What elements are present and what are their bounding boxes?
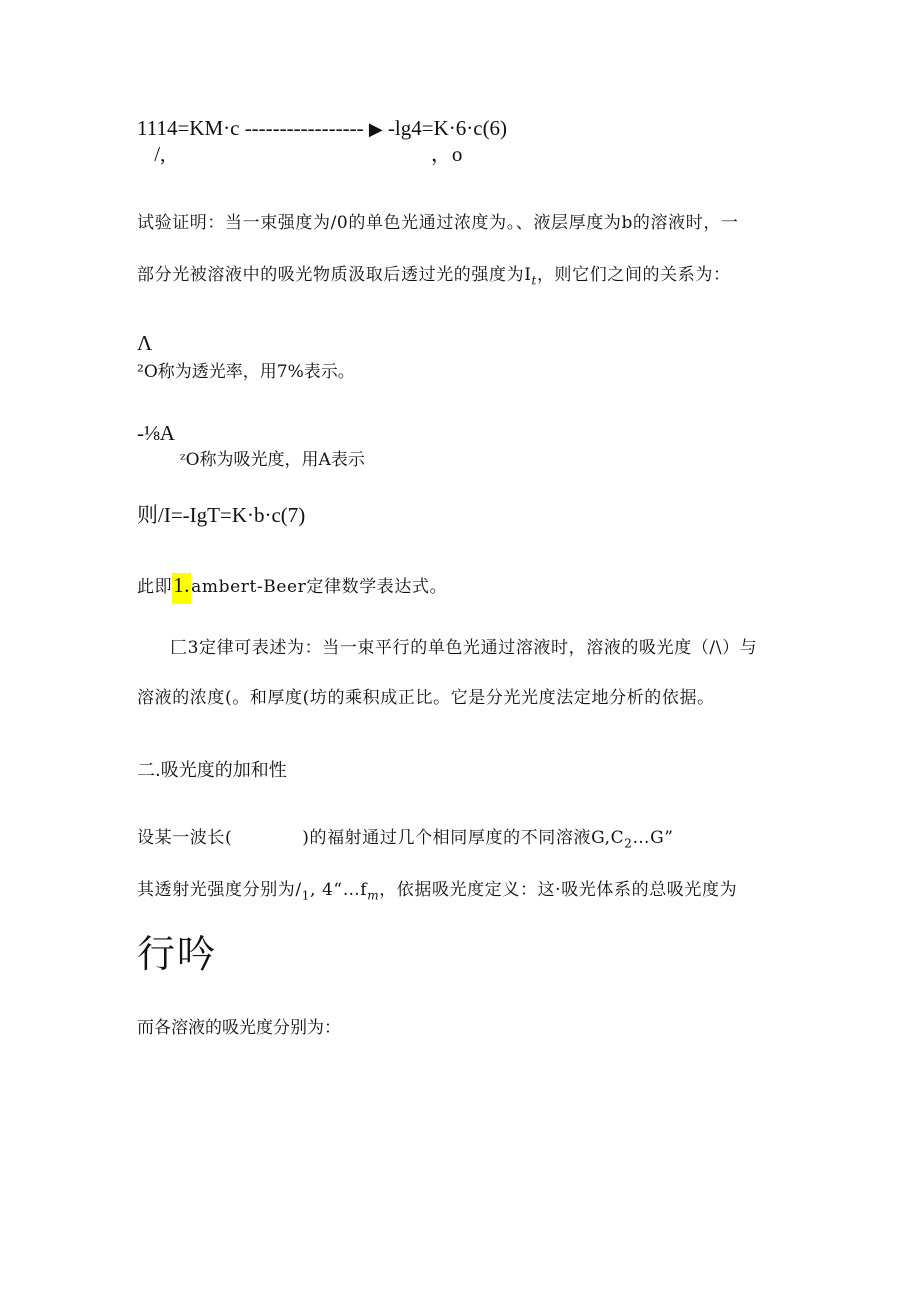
paragraph-2-line-1: 匚3定律可表述为：当一束平行的单色光通过溶液时，溶液的吸光度（/\）与	[170, 638, 758, 658]
formula-7: 则/I=-IgT=K·b·c(7)	[137, 503, 306, 527]
lambda-symbol: Λ	[137, 331, 153, 355]
highlighted-text: 1.	[172, 573, 191, 604]
paragraph-1-line-1: 试验证明：当一束强度为/0的单色光通过浓度为。、液层厚度为b的溶液时，一	[137, 213, 739, 233]
paragraph-5: 而各溶液的吸光度分别为：	[137, 1018, 341, 1038]
paragraph-4	[137, 882, 737, 901]
equation-line-2-left: /,	[154, 142, 166, 166]
lambert-beer-rest: ambert-Beer定律数学表达式。	[191, 577, 448, 597]
equation-line-2-right: ，o	[430, 142, 463, 166]
paragraph-4-sub: 1	[301, 888, 310, 903]
paragraph-4-sub2: m	[367, 888, 380, 903]
paragraph-1-line-2-b: ，则它们之间的关系为：	[536, 265, 731, 285]
section-heading: 二.吸光度的加和性	[137, 760, 287, 781]
paragraph-3-c: …G”	[632, 828, 674, 848]
equation-right: -lg4=K·6·c(6)	[387, 116, 508, 140]
paragraph-3-sub: 2	[624, 836, 633, 851]
paragraph-3-a: 设某一波长(	[137, 828, 233, 848]
lambert-beer-line	[137, 573, 447, 604]
paragraph-1-line-2-a: 部分光被溶液中的吸光物质汲取后透过光的强度为I	[137, 265, 532, 285]
paragraph-4-a: 其透射光强度分别为/	[137, 880, 302, 900]
lambert-beer-prefix: 此即	[137, 577, 173, 597]
paragraph-4-c: ，依据吸光度定义：这·吸光体系的总吸光度为	[379, 880, 738, 900]
equation-line-1	[137, 118, 507, 139]
transmittance-line: ²O称为透光率，用7%表示。	[137, 362, 355, 382]
paragraph-4-b: , 4“…f	[309, 880, 368, 900]
paragraph-3-b: )的福射通过几个相同厚度的不同溶液G,C	[302, 828, 625, 848]
equation-left: 1114=KM·c	[137, 116, 240, 140]
absorbance-prefix: -⅛A	[137, 421, 175, 445]
paragraph-3	[137, 830, 674, 849]
large-characters: 行吟	[137, 932, 218, 976]
paragraph-1-line-2-sub: t	[531, 273, 537, 288]
equation-line-2	[137, 144, 462, 165]
paragraph-2-line-2: 溶液的浓度(。和厚度(坊的乘积成正比。它是分光光度法定地分析的依据。	[137, 688, 715, 708]
absorbance-line: ᶻO称为吸光度，用A表示	[180, 450, 365, 470]
paragraph-1-line-2	[137, 267, 731, 286]
arrow-icon: ▶	[368, 119, 383, 140]
equation-dashes: -----------------	[244, 116, 364, 140]
